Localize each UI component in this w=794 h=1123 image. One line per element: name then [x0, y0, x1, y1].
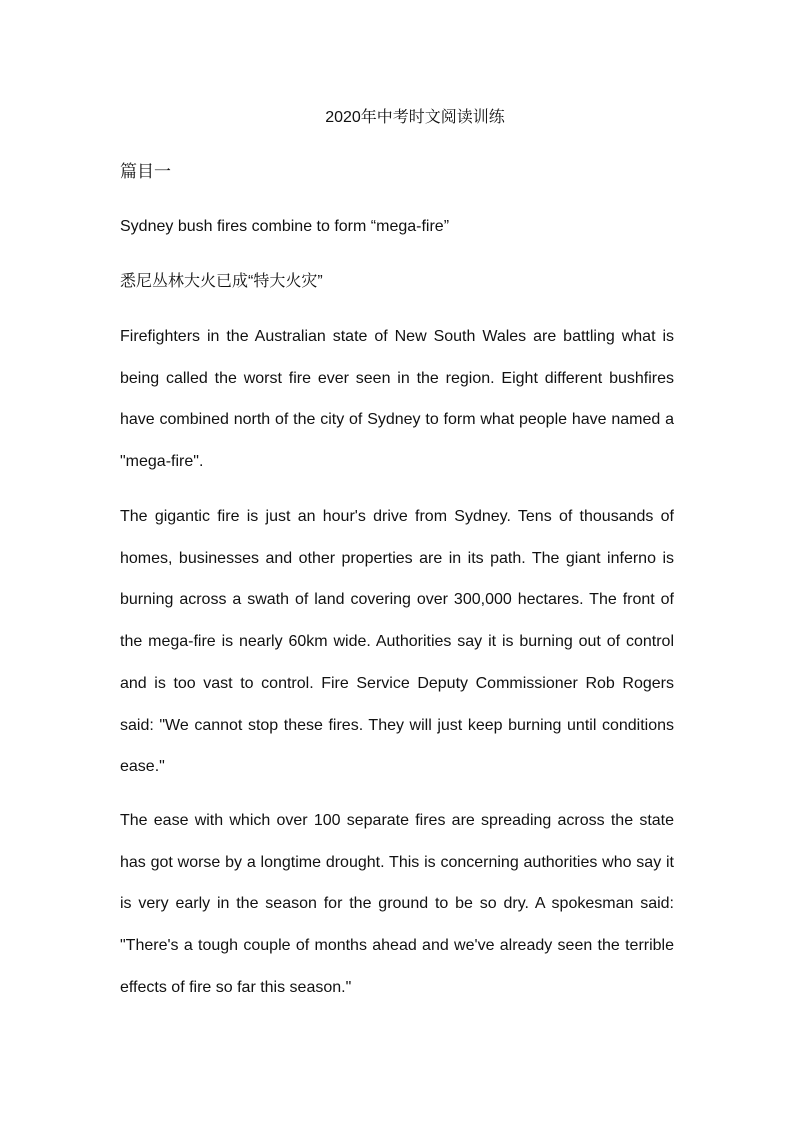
section-label: 篇目一 — [120, 162, 171, 181]
article-heading-en: Sydney bush fires combine to form “mega-fire” — [120, 218, 450, 235]
paragraph-3: The ease with which over 100 separate fires are spreading across the state has got worse by a longtime drought. This is concerning authorities who say it is very early in the season for the ground to be so dry. A spokesman said: "There's a tough couple of months ahead and we've already seen the terrible effects of fire so far this season." — [120, 812, 674, 996]
page-title: 2020年中考时文阅读训练 — [325, 109, 505, 126]
paragraph-2: The gigantic fire is just an hour's drive from Sydney. Tens of thousands of homes, businesses and other properties are in its path. The giant inferno is burning across a swath of land covering over 300,000 hectares. The front of the mega-fire is nearly 60km wide. Authorities say it is burning out of control and is too vast to control. Fire Service Deputy Commissioner Rob Rogers said: "We cannot stop these fires. They will just keep burning until conditions ease." — [120, 508, 674, 776]
article-heading-zh: 悉尼丛林大火已成“特大火灾” — [120, 273, 323, 290]
document-page — [120, 0, 674, 1123]
paragraph-1: Firefighters in the Australian state of New South Wales are battling what is being called the worst fire ever seen in the region. Eight different bushfires have combined north of the city of Sydney to form what people have named a "mega-fire". — [120, 328, 674, 471]
